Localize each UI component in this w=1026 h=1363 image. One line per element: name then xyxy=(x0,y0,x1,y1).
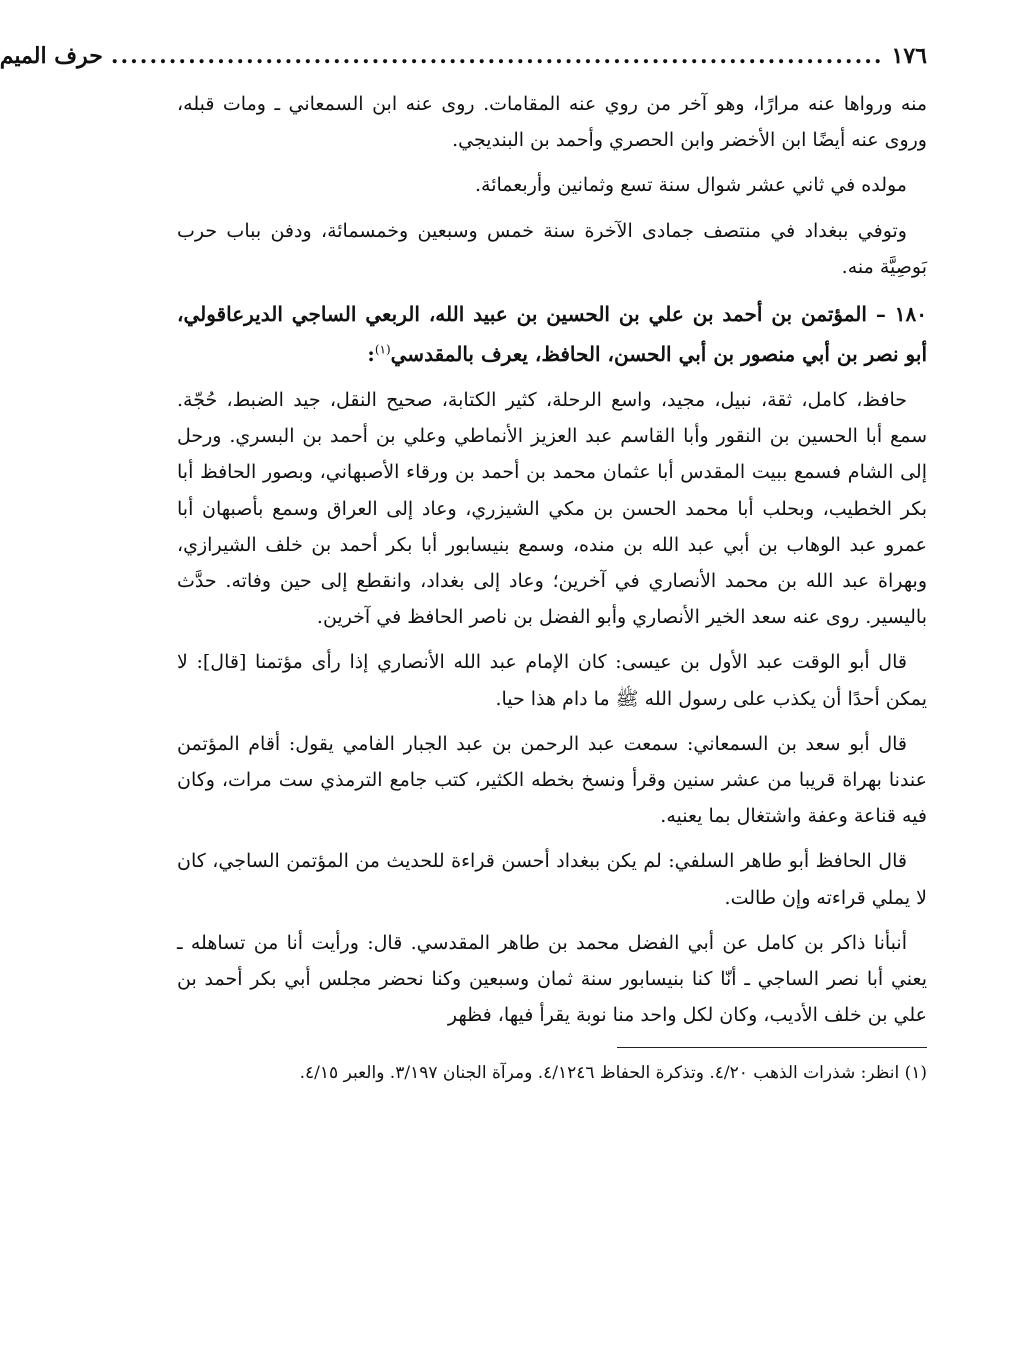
paragraph-biography: حافظ، كامل، ثقة، نبيل، مجيد، واسع الرحلة، كثير الكتابة، صحيح النقل، جيد الضبط، حُجّة. سمع أبا الحسين بن النقور وأبا القاسم عبد العزيز الأنماطي وعلي بن أحمد بن البسري. ورحل إلى الشام فسمع ببيت المقدس أبا عثمان محمد بن أحمد بن ورقاء الأصبهاني، وبصور الحافظ أبا بكر الخطيب، وبحلب أبا محمد الحسن بن مكي الشيزري، وعاد إلى العراق وسمع بأصبهان أبا عمرو عبد الوهاب بن أبي عبد الله بن منده، وسمع بنيسابور أبا بكر أحمد بن خلف الشيرازي، وبهراة عبد الله بن محمد الأنصاري في آخرين؛ وعاد إلى بغداد، وانقطع إلى حين وفاته. حدَّث باليسير. روى عنه سعد الخير الأنصاري وأبو الفضل بن ناصر الحافظ في آخرين. xyxy=(177,389,927,629)
entry-heading xyxy=(177,294,927,374)
paragraph-quote-samani: قال أبو سعد بن السمعاني: سمعت عبد الرحمن بن عبد الجبار الفامي يقول: أقام المؤتمن عندنا بهراة قريبا من عشر سنين وقرأ ونسخ بخطه الكثير، كتب جامع الترمذي ست مرات، وكان فيه قناعة وعفة واشتغال بما يعنيه. xyxy=(177,732,927,828)
footnote-divider xyxy=(617,1047,927,1048)
paragraph-quote-maqdisi: أنبأنا ذاكر بن كامل عن أبي الفضل محمد بن طاهر المقدسي. قال: ورأيت أنا من تساهله ـ يعني أبا نصر الساجي ـ أنّا كنا بنيسابور سنة ثمان وسبعين وكنا نحضر مجلس أبي بكر أحمد بن علي بن خلف الأديب، وكان لكل واحد منا نوبة يقرأ فيها، فظهر xyxy=(177,931,927,1027)
paragraph-continuation: منه ورواها عنه مرارًا، وهو آخر من روي عنه المقامات. روى عنه ابن السمعاني ـ ومات قبله، وروى عنه أيضًا ابن الأخضر وابن الحصري وأحمد بن البنديجي. xyxy=(177,93,927,152)
paragraph-death: وتوفي ببغداد في منتصف جمادى الآخرة سنة خمس وسبعين وخمسمائة، ودفن بباب حرب بَوصِيَّة منه. xyxy=(177,219,927,278)
paragraph-quote-abu-alwaqt: قال أبو الوقت عبد الأول بن عيسى: كان الإمام عبد الله الأنصاري إذا رأى مؤتمنا [قال]: لا يمكن أحدًا أن يكذب على رسول الله ﷺ ما دام هذا حيا. xyxy=(177,651,927,710)
header-leader-dots: ................................................................................ xyxy=(110,43,884,69)
paragraph-quote-silafi: قال الحافظ أبو طاهر السلفي: لم يكن ببغداد أحسن قراءة للحديث من المؤتمن الساجي، كان لا يملي قراءته وإن طالت. xyxy=(177,850,927,909)
main-text xyxy=(177,86,927,1033)
running-header xyxy=(0,34,927,78)
chapter-title: حرف الميم xyxy=(0,43,103,69)
page-number: ١٧٦ xyxy=(891,43,927,69)
footnote-reference[interactable]: (١) xyxy=(374,342,391,357)
entry-heading-colon: : xyxy=(367,342,375,367)
entry-heading-text: ١٨٠ – المؤتمن بن أحمد بن علي بن الحسين بن عبيد الله، الربعي الساجي الديرعاقولي، أبو نصر بن أبي منصور بن أبي الحسن، الحافظ، يعرف بالمقدسي xyxy=(177,302,927,367)
footnote: (١) انظر: شذرات الذهب ٤/٢٠. وتذكرة الحفاظ ٤/١٢٤٦. ومرآة الجنان ٣/١٩٧. والعبر ٤/١٥. xyxy=(299,1063,927,1084)
paragraph-birth: مولده في ثاني عشر شوال سنة تسع وثمانين وأربعمائة. xyxy=(474,174,907,197)
book-page xyxy=(0,34,927,1334)
